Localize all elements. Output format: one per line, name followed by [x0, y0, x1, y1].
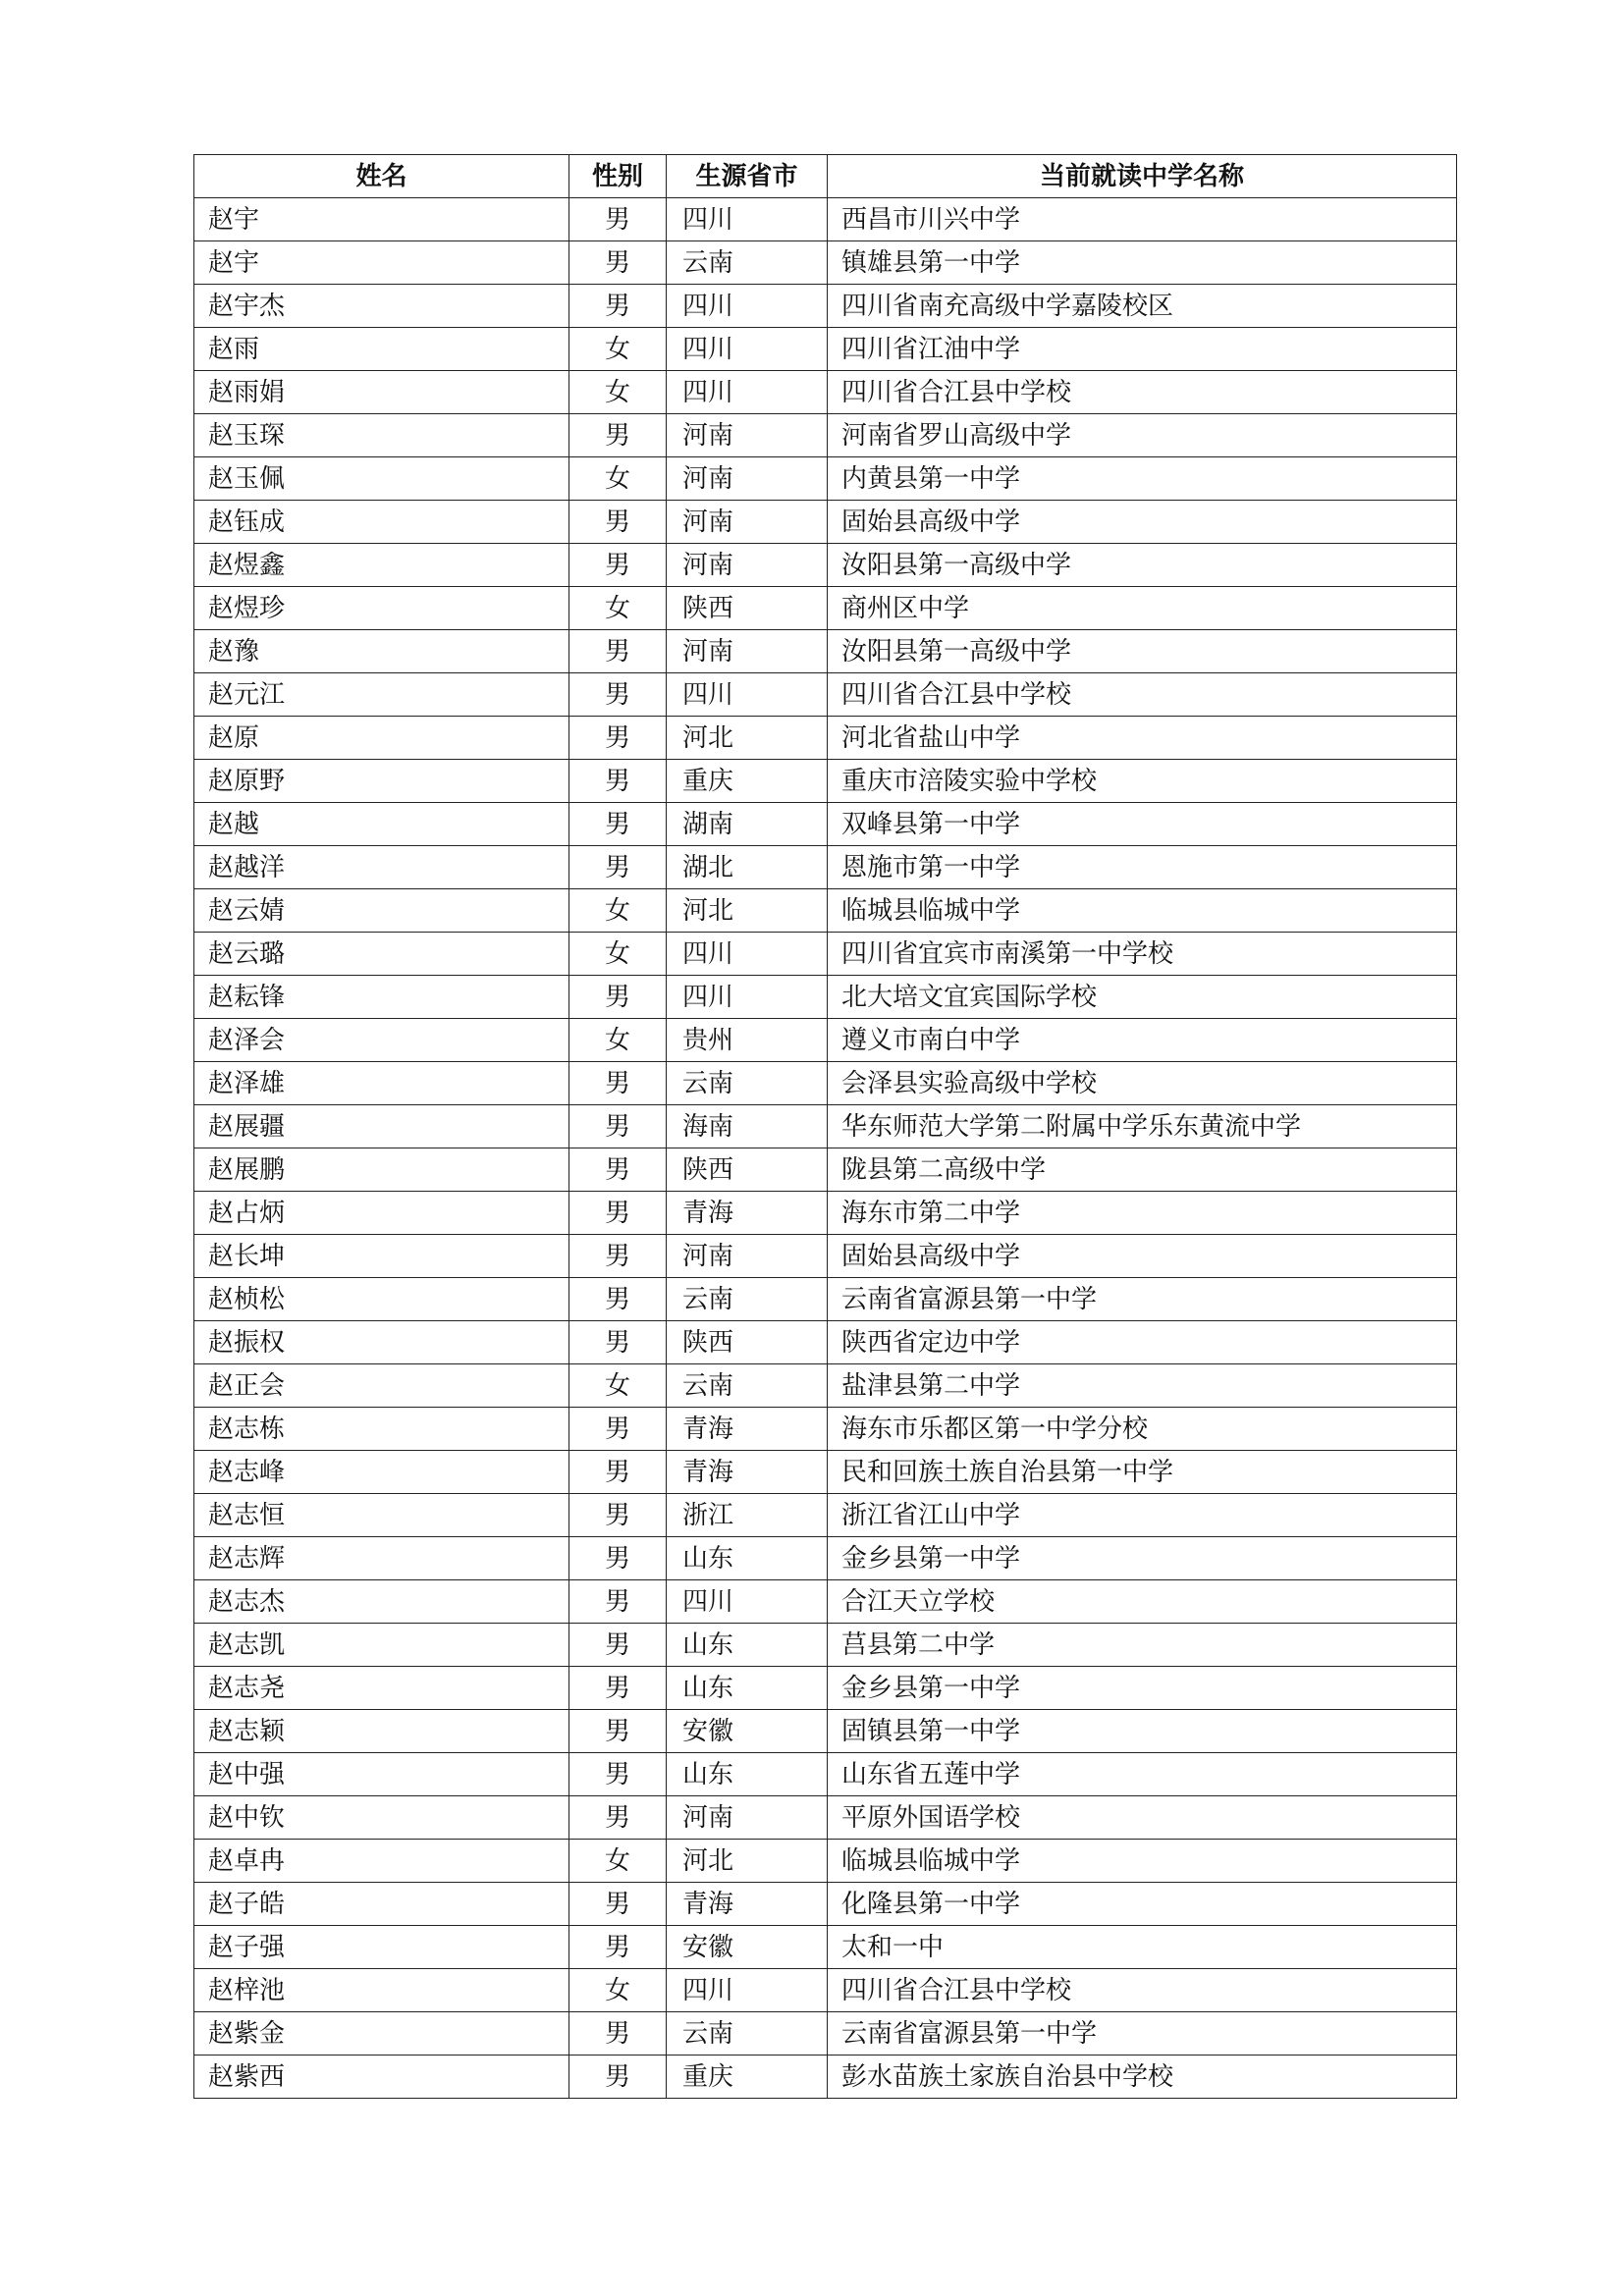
cell-province: 重庆 [667, 760, 828, 803]
cell-school: 商州区中学 [828, 587, 1457, 630]
table-row [194, 673, 1457, 717]
cell-gender: 男 [569, 1537, 667, 1580]
cell-gender: 男 [569, 717, 667, 760]
cell-gender: 男 [569, 241, 667, 285]
cell-gender: 男 [569, 1494, 667, 1537]
cell-name: 赵煜珍 [194, 587, 569, 630]
cell-province: 云南 [667, 1062, 828, 1105]
cell-gender: 男 [569, 198, 667, 241]
cell-school: 云南省富源县第一中学 [828, 2012, 1457, 2056]
table-row [194, 285, 1457, 328]
cell-school: 化隆县第一中学 [828, 1883, 1457, 1926]
table-row [194, 1926, 1457, 1969]
table-row [194, 2012, 1457, 2056]
table-row [194, 976, 1457, 1019]
table-row [194, 1019, 1457, 1062]
cell-school: 陕西省定边中学 [828, 1321, 1457, 1364]
cell-province: 四川 [667, 1969, 828, 2012]
cell-gender: 男 [569, 1235, 667, 1278]
cell-school: 华东师范大学第二附属中学乐东黄流中学 [828, 1105, 1457, 1148]
cell-name: 赵云婧 [194, 889, 569, 933]
cell-gender: 男 [569, 1278, 667, 1321]
cell-gender: 女 [569, 328, 667, 371]
cell-name: 赵泽雄 [194, 1062, 569, 1105]
cell-school: 四川省南充高级中学嘉陵校区 [828, 285, 1457, 328]
cell-province: 河南 [667, 630, 828, 673]
cell-province: 海南 [667, 1105, 828, 1148]
cell-school: 盐津县第二中学 [828, 1364, 1457, 1408]
table-row [194, 933, 1457, 976]
cell-name: 赵志恒 [194, 1494, 569, 1537]
cell-name: 赵志辉 [194, 1537, 569, 1580]
table-row [194, 1451, 1457, 1494]
cell-province: 山东 [667, 1753, 828, 1796]
cell-school: 临城县临城中学 [828, 889, 1457, 933]
table-row [194, 328, 1457, 371]
cell-name: 赵桢松 [194, 1278, 569, 1321]
cell-province: 河南 [667, 1235, 828, 1278]
cell-name: 赵正会 [194, 1364, 569, 1408]
cell-name: 赵子强 [194, 1926, 569, 1969]
cell-gender: 男 [569, 1451, 667, 1494]
header-name: 姓名 [194, 155, 569, 198]
table-row [194, 1364, 1457, 1408]
table-row [194, 1840, 1457, 1883]
cell-gender: 男 [569, 846, 667, 889]
cell-province: 山东 [667, 1537, 828, 1580]
cell-gender: 男 [569, 544, 667, 587]
cell-gender: 男 [569, 1796, 667, 1840]
cell-name: 赵原 [194, 717, 569, 760]
cell-province: 湖北 [667, 846, 828, 889]
cell-name: 赵紫金 [194, 2012, 569, 2056]
cell-province: 四川 [667, 371, 828, 414]
cell-school: 海东市乐都区第一中学分校 [828, 1408, 1457, 1451]
cell-province: 青海 [667, 1883, 828, 1926]
cell-gender: 女 [569, 1969, 667, 2012]
header-gender: 性别 [569, 155, 667, 198]
cell-name: 赵越洋 [194, 846, 569, 889]
cell-gender: 男 [569, 630, 667, 673]
table-row [194, 1062, 1457, 1105]
cell-name: 赵长坤 [194, 1235, 569, 1278]
cell-gender: 女 [569, 457, 667, 501]
table-row [194, 1105, 1457, 1148]
cell-school: 四川省合江县中学校 [828, 1969, 1457, 2012]
table-row [194, 1148, 1457, 1192]
cell-school: 四川省合江县中学校 [828, 673, 1457, 717]
cell-gender: 男 [569, 803, 667, 846]
table-row [194, 1537, 1457, 1580]
cell-school: 海东市第二中学 [828, 1192, 1457, 1235]
cell-school: 四川省江油中学 [828, 328, 1457, 371]
cell-name: 赵豫 [194, 630, 569, 673]
header-province: 生源省市 [667, 155, 828, 198]
cell-province: 河南 [667, 544, 828, 587]
cell-gender: 男 [569, 1667, 667, 1710]
cell-gender: 男 [569, 285, 667, 328]
cell-province: 云南 [667, 2012, 828, 2056]
table-row [194, 371, 1457, 414]
cell-province: 云南 [667, 1364, 828, 1408]
table-row [194, 414, 1457, 457]
cell-gender: 女 [569, 587, 667, 630]
cell-province: 重庆 [667, 2056, 828, 2099]
cell-gender: 男 [569, 1753, 667, 1796]
table-row [194, 501, 1457, 544]
table-row [194, 1321, 1457, 1364]
cell-province: 河北 [667, 889, 828, 933]
cell-school: 汝阳县第一高级中学 [828, 630, 1457, 673]
cell-school: 平原外国语学校 [828, 1796, 1457, 1840]
cell-school: 会泽县实验高级中学校 [828, 1062, 1457, 1105]
cell-province: 青海 [667, 1192, 828, 1235]
cell-school: 固始县高级中学 [828, 1235, 1457, 1278]
table-row [194, 717, 1457, 760]
cell-school: 河北省盐山中学 [828, 717, 1457, 760]
cell-gender: 男 [569, 1926, 667, 1969]
cell-school: 内黄县第一中学 [828, 457, 1457, 501]
cell-name: 赵子皓 [194, 1883, 569, 1926]
cell-name: 赵宇杰 [194, 285, 569, 328]
cell-school: 云南省富源县第一中学 [828, 1278, 1457, 1321]
cell-gender: 男 [569, 1624, 667, 1667]
table-row [194, 1883, 1457, 1926]
table-row [194, 1580, 1457, 1624]
cell-province: 四川 [667, 1580, 828, 1624]
cell-gender: 男 [569, 1321, 667, 1364]
cell-province: 山东 [667, 1667, 828, 1710]
cell-province: 四川 [667, 285, 828, 328]
cell-province: 浙江 [667, 1494, 828, 1537]
cell-name: 赵泽会 [194, 1019, 569, 1062]
cell-province: 四川 [667, 933, 828, 976]
cell-gender: 男 [569, 1580, 667, 1624]
table-row [194, 1796, 1457, 1840]
cell-school: 汝阳县第一高级中学 [828, 544, 1457, 587]
cell-province: 青海 [667, 1451, 828, 1494]
header-row [194, 155, 1457, 198]
cell-gender: 男 [569, 1710, 667, 1753]
cell-province: 河北 [667, 717, 828, 760]
cell-name: 赵志颖 [194, 1710, 569, 1753]
cell-name: 赵志峰 [194, 1451, 569, 1494]
table-row [194, 241, 1457, 285]
cell-school: 莒县第二中学 [828, 1624, 1457, 1667]
cell-province: 四川 [667, 673, 828, 717]
cell-province: 云南 [667, 1278, 828, 1321]
cell-name: 赵占炳 [194, 1192, 569, 1235]
table-row [194, 803, 1457, 846]
cell-name: 赵雨娟 [194, 371, 569, 414]
cell-gender: 女 [569, 889, 667, 933]
cell-school: 浙江省江山中学 [828, 1494, 1457, 1537]
cell-school: 双峰县第一中学 [828, 803, 1457, 846]
cell-province: 河南 [667, 414, 828, 457]
cell-name: 赵越 [194, 803, 569, 846]
table-row [194, 1969, 1457, 2012]
cell-school: 遵义市南白中学 [828, 1019, 1457, 1062]
cell-name: 赵梓池 [194, 1969, 569, 2012]
cell-school: 太和一中 [828, 1926, 1457, 1969]
cell-province: 安徽 [667, 1710, 828, 1753]
cell-gender: 男 [569, 673, 667, 717]
cell-name: 赵原野 [194, 760, 569, 803]
table-row [194, 544, 1457, 587]
cell-name: 赵玉琛 [194, 414, 569, 457]
cell-name: 赵元江 [194, 673, 569, 717]
cell-name: 赵宇 [194, 241, 569, 285]
cell-gender: 男 [569, 501, 667, 544]
student-roster-table [193, 154, 1457, 2099]
cell-school: 西昌市川兴中学 [828, 198, 1457, 241]
cell-name: 赵志凯 [194, 1624, 569, 1667]
table-row [194, 846, 1457, 889]
cell-name: 赵展疆 [194, 1105, 569, 1148]
cell-province: 青海 [667, 1408, 828, 1451]
table-row [194, 1278, 1457, 1321]
cell-school: 四川省合江县中学校 [828, 371, 1457, 414]
cell-province: 四川 [667, 976, 828, 1019]
table-row [194, 1235, 1457, 1278]
cell-school: 固始县高级中学 [828, 501, 1457, 544]
cell-gender: 女 [569, 1364, 667, 1408]
cell-name: 赵中强 [194, 1753, 569, 1796]
cell-gender: 男 [569, 1192, 667, 1235]
cell-school: 河南省罗山高级中学 [828, 414, 1457, 457]
table-row [194, 1408, 1457, 1451]
cell-gender: 女 [569, 1019, 667, 1062]
table-row [194, 457, 1457, 501]
cell-gender: 男 [569, 1148, 667, 1192]
table-row [194, 1753, 1457, 1796]
table-row [194, 760, 1457, 803]
table-row [194, 1710, 1457, 1753]
cell-gender: 女 [569, 933, 667, 976]
table-row [194, 1624, 1457, 1667]
cell-gender: 男 [569, 414, 667, 457]
table-row [194, 1192, 1457, 1235]
cell-gender: 男 [569, 2056, 667, 2099]
table-row [194, 587, 1457, 630]
cell-province: 四川 [667, 198, 828, 241]
cell-province: 安徽 [667, 1926, 828, 1969]
cell-province: 河北 [667, 1840, 828, 1883]
cell-province: 山东 [667, 1624, 828, 1667]
cell-province: 云南 [667, 241, 828, 285]
cell-school: 恩施市第一中学 [828, 846, 1457, 889]
cell-province: 陕西 [667, 1321, 828, 1364]
cell-school: 民和回族土族自治县第一中学 [828, 1451, 1457, 1494]
table-row [194, 889, 1457, 933]
table-header [194, 155, 1457, 198]
cell-school: 北大培文宜宾国际学校 [828, 976, 1457, 1019]
table-row [194, 2056, 1457, 2099]
cell-gender: 男 [569, 2012, 667, 2056]
cell-name: 赵耘锋 [194, 976, 569, 1019]
cell-province: 陕西 [667, 587, 828, 630]
cell-name: 赵钰成 [194, 501, 569, 544]
cell-province: 陕西 [667, 1148, 828, 1192]
cell-gender: 男 [569, 1883, 667, 1926]
cell-name: 赵云璐 [194, 933, 569, 976]
cell-gender: 男 [569, 1062, 667, 1105]
cell-name: 赵志杰 [194, 1580, 569, 1624]
cell-school: 临城县临城中学 [828, 1840, 1457, 1883]
cell-gender: 女 [569, 1840, 667, 1883]
cell-name: 赵煜鑫 [194, 544, 569, 587]
cell-school: 重庆市涪陵实验中学校 [828, 760, 1457, 803]
cell-name: 赵宇 [194, 198, 569, 241]
cell-school: 固镇县第一中学 [828, 1710, 1457, 1753]
cell-name: 赵志尧 [194, 1667, 569, 1710]
header-school: 当前就读中学名称 [828, 155, 1457, 198]
cell-name: 赵志栋 [194, 1408, 569, 1451]
cell-name: 赵中钦 [194, 1796, 569, 1840]
cell-school: 四川省宜宾市南溪第一中学校 [828, 933, 1457, 976]
cell-school: 彭水苗族土家族自治县中学校 [828, 2056, 1457, 2099]
cell-school: 金乡县第一中学 [828, 1537, 1457, 1580]
cell-name: 赵展鹏 [194, 1148, 569, 1192]
table-body [194, 198, 1457, 2099]
cell-province: 河南 [667, 1796, 828, 1840]
table-row [194, 1494, 1457, 1537]
cell-gender: 男 [569, 976, 667, 1019]
cell-name: 赵卓冉 [194, 1840, 569, 1883]
cell-school: 山东省五莲中学 [828, 1753, 1457, 1796]
cell-gender: 女 [569, 371, 667, 414]
cell-gender: 男 [569, 1105, 667, 1148]
cell-province: 河南 [667, 501, 828, 544]
cell-name: 赵雨 [194, 328, 569, 371]
cell-school: 合江天立学校 [828, 1580, 1457, 1624]
table-row [194, 630, 1457, 673]
cell-name: 赵玉佩 [194, 457, 569, 501]
table-row [194, 198, 1457, 241]
cell-school: 陇县第二高级中学 [828, 1148, 1457, 1192]
cell-name: 赵振权 [194, 1321, 569, 1364]
cell-province: 湖南 [667, 803, 828, 846]
cell-province: 贵州 [667, 1019, 828, 1062]
cell-gender: 男 [569, 1408, 667, 1451]
cell-province: 四川 [667, 328, 828, 371]
cell-gender: 男 [569, 760, 667, 803]
cell-province: 河南 [667, 457, 828, 501]
cell-school: 镇雄县第一中学 [828, 241, 1457, 285]
table-row [194, 1667, 1457, 1710]
cell-school: 金乡县第一中学 [828, 1667, 1457, 1710]
cell-name: 赵紫西 [194, 2056, 569, 2099]
